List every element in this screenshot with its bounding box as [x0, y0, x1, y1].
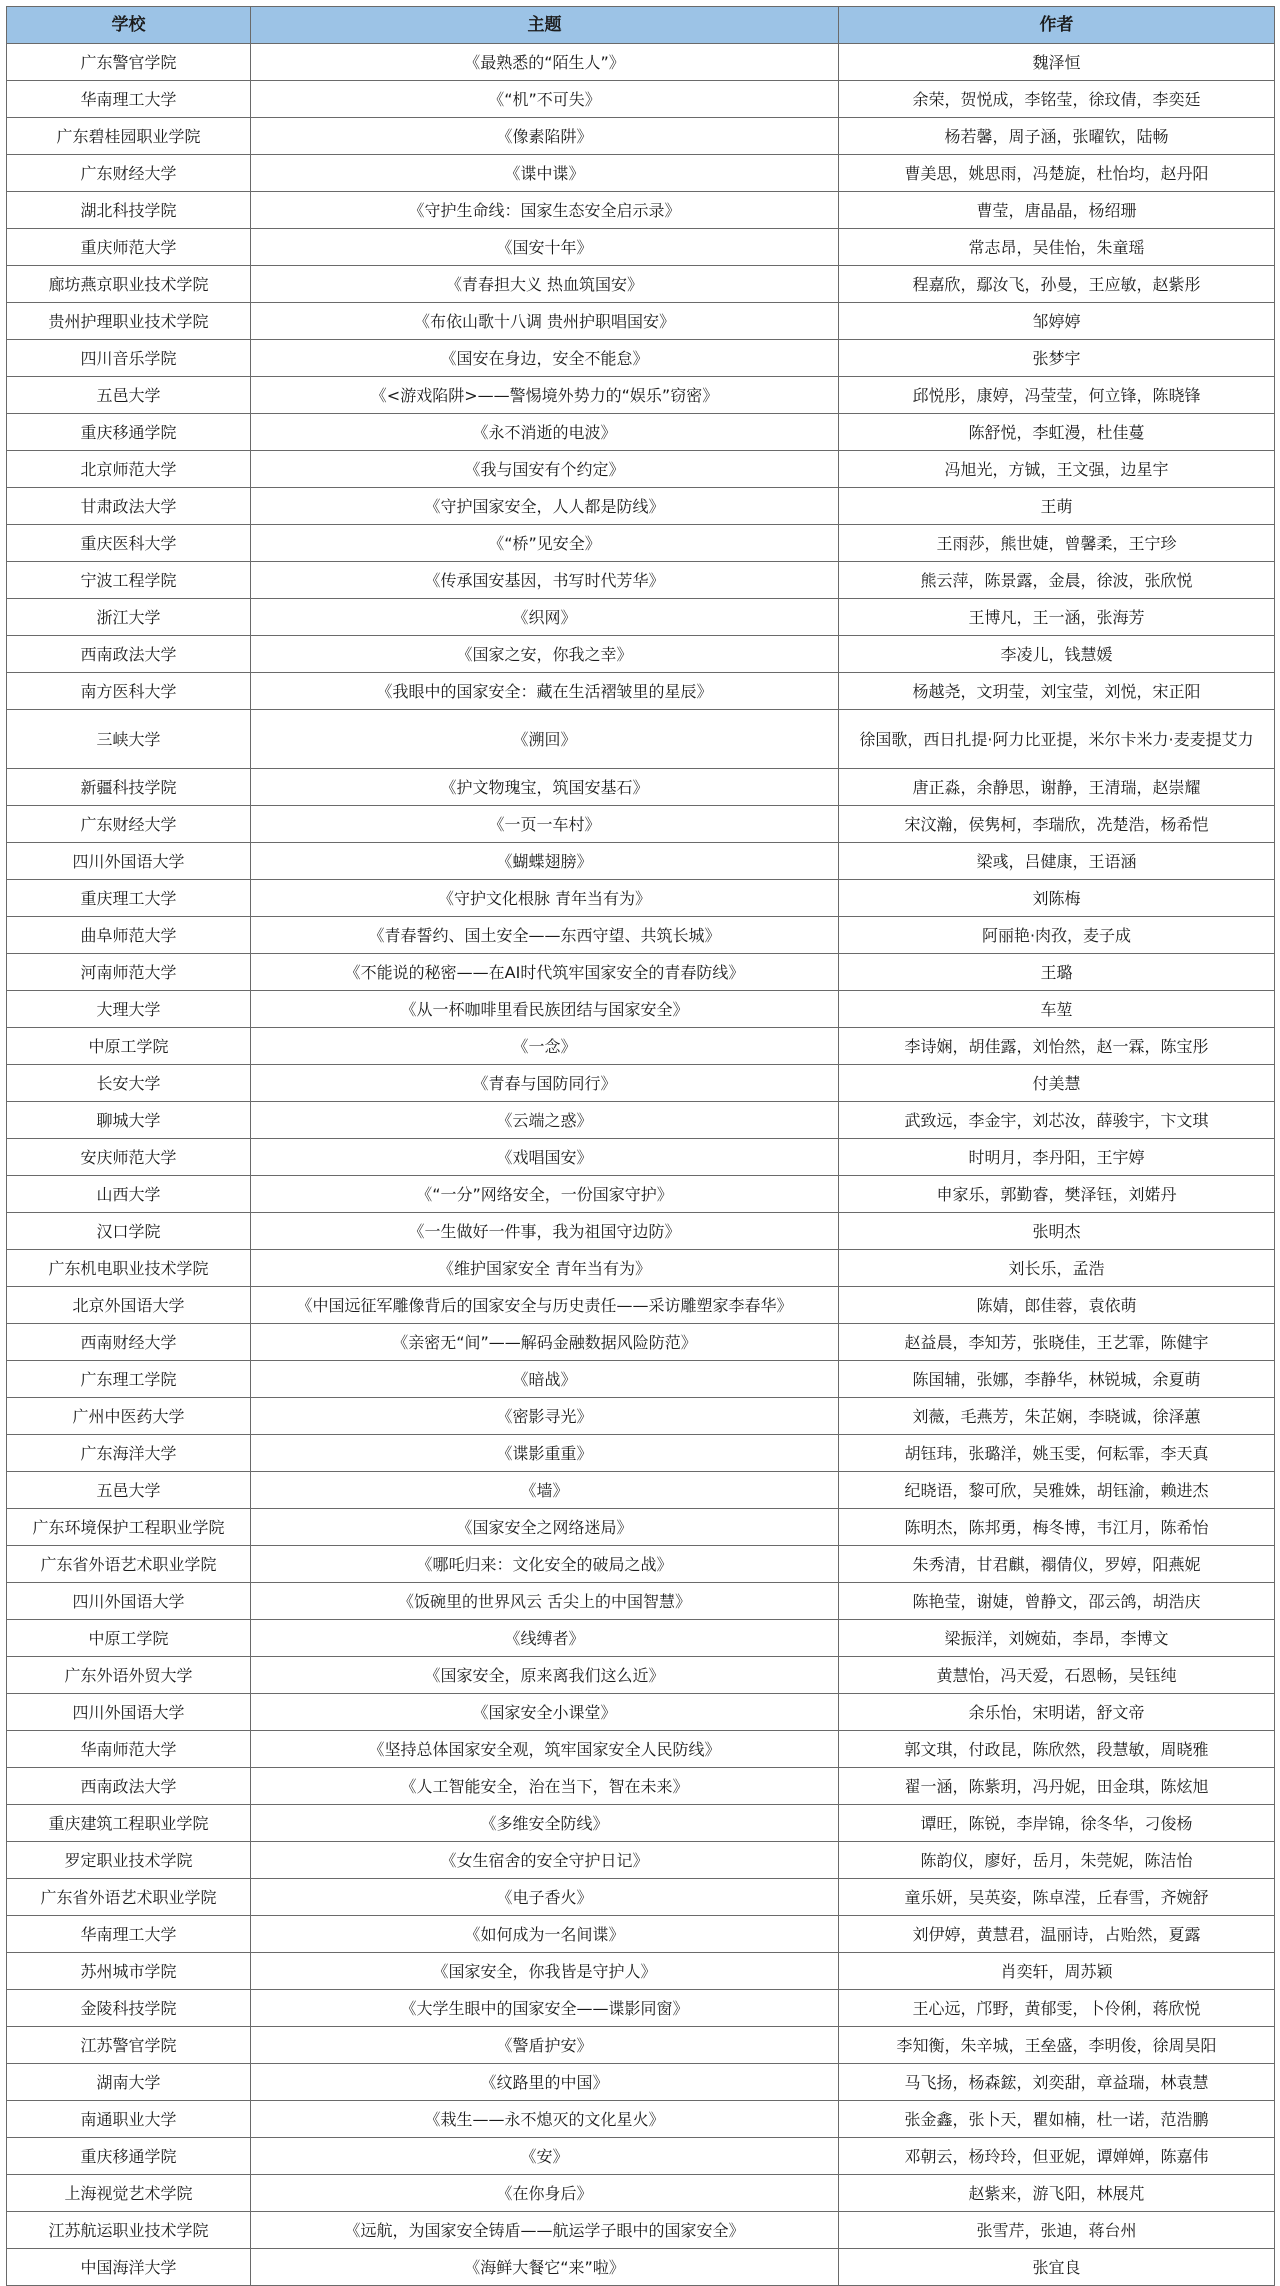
header-row [7, 7, 1275, 44]
school-cell: 北京师范大学 [7, 451, 251, 488]
school-cell: 广东财经大学 [7, 155, 251, 192]
theme-cell: 《永不消逝的电波》 [251, 414, 839, 451]
table-row [7, 880, 1275, 917]
school-cell: 甘肃政法大学 [7, 488, 251, 525]
table-row [7, 1805, 1275, 1842]
author-cell: 冯旭光，方铖，王文强，边星宇 [839, 451, 1275, 488]
table-row [7, 340, 1275, 377]
author-cell: 张梦宇 [839, 340, 1275, 377]
author-cell: 李凌儿，钱慧媛 [839, 636, 1275, 673]
author-cell: 李诗娴，胡佳露，刘怡然，赵一霖，陈宝彤 [839, 1028, 1275, 1065]
theme-cell: 《墙》 [251, 1472, 839, 1509]
school-cell: 西南财经大学 [7, 1324, 251, 1361]
author-cell: 车堃 [839, 991, 1275, 1028]
school-cell: 广东机电职业技术学院 [7, 1250, 251, 1287]
theme-cell: 《国家安全，原来离我们这么近》 [251, 1657, 839, 1694]
author-cell: 魏泽恒 [839, 44, 1275, 81]
table-row [7, 1028, 1275, 1065]
table-row [7, 954, 1275, 991]
theme-cell: 《谍中谍》 [251, 155, 839, 192]
school-cell: 广东财经大学 [7, 806, 251, 843]
theme-cell: 《一页一车村》 [251, 806, 839, 843]
author-cell: 陈舒悦，李虹漫，杜佳蔓 [839, 414, 1275, 451]
author-cell: 陈明杰，陈邦勇，梅冬博，韦江月，陈希怡 [839, 1509, 1275, 1546]
table-row [7, 2175, 1275, 2212]
table-row [7, 1435, 1275, 1472]
theme-cell: 《我与国安有个约定》 [251, 451, 839, 488]
author-cell: 陈艳莹，谢婕，曾静文，邵云鸽，胡浩庆 [839, 1583, 1275, 1620]
table-row [7, 1065, 1275, 1102]
school-cell: 广东海洋大学 [7, 1435, 251, 1472]
theme-cell: 《守护生命线：国家生态安全启示录》 [251, 192, 839, 229]
table-row [7, 1694, 1275, 1731]
school-cell: 金陵科技学院 [7, 1990, 251, 2027]
school-cell: 重庆移通学院 [7, 414, 251, 451]
theme-cell: 《哪吒归来：文化安全的破局之战》 [251, 1546, 839, 1583]
table-row [7, 806, 1275, 843]
school-cell: 广东省外语艺术职业学院 [7, 1546, 251, 1583]
table-row [7, 192, 1275, 229]
theme-cell: 《传承国安基因，书写时代芳华》 [251, 562, 839, 599]
theme-cell: 《谍影重重》 [251, 1435, 839, 1472]
table-row [7, 843, 1275, 880]
theme-cell: 《线缚者》 [251, 1620, 839, 1657]
author-cell: 邹婷婷 [839, 303, 1275, 340]
author-cell: 熊云萍，陈景露，金晨，徐波，张欣悦 [839, 562, 1275, 599]
theme-cell: 《国家安全小课堂》 [251, 1694, 839, 1731]
theme-cell: 《最熟悉的“陌生人”》 [251, 44, 839, 81]
table-row [7, 1398, 1275, 1435]
theme-cell: 《<游戏陷阱>——警惕境外势力的“娱乐”窃密》 [251, 377, 839, 414]
theme-cell: 《守护国家安全，人人都是防线》 [251, 488, 839, 525]
author-cell: 武致远，李金宇，刘芯汝，薛骏宇，卞文琪 [839, 1102, 1275, 1139]
school-cell: 重庆建筑工程职业学院 [7, 1805, 251, 1842]
theme-cell: 《一生做好一件事，我为祖国守边防》 [251, 1213, 839, 1250]
theme-cell: 《护文物瑰宝，筑国安基石》 [251, 769, 839, 806]
theme-cell: 《青春担大义 热血筑国安》 [251, 266, 839, 303]
school-cell: 四川音乐学院 [7, 340, 251, 377]
table-row [7, 2249, 1275, 2286]
table-row [7, 1361, 1275, 1398]
school-cell: 贵州护理职业技术学院 [7, 303, 251, 340]
author-cell: 赵紫来，游飞阳，林展芃 [839, 2175, 1275, 2212]
school-cell: 山西大学 [7, 1176, 251, 1213]
author-cell: 程嘉欣，鄢汝飞，孙曼，王应敏，赵紫彤 [839, 266, 1275, 303]
table-row [7, 2212, 1275, 2249]
header-school: 学校 [7, 7, 251, 44]
author-cell: 王雨莎，熊世婕，曾馨柔，王宁珍 [839, 525, 1275, 562]
school-cell: 五邑大学 [7, 377, 251, 414]
table-row [7, 562, 1275, 599]
theme-cell: 《暗战》 [251, 1361, 839, 1398]
awards-table [6, 6, 1275, 2286]
author-cell: 申家乐，郭勤睿，樊泽钰，刘婼丹 [839, 1176, 1275, 1213]
school-cell: 四川外国语大学 [7, 843, 251, 880]
theme-cell: 《密影寻光》 [251, 1398, 839, 1435]
author-cell: 阿丽艳·肉孜，麦子成 [839, 917, 1275, 954]
author-cell: 曹美思，姚思雨，冯楚旋，杜怡均，赵丹阳 [839, 155, 1275, 192]
table-row [7, 1879, 1275, 1916]
school-cell: 重庆医科大学 [7, 525, 251, 562]
author-cell: 付美慧 [839, 1065, 1275, 1102]
table-row [7, 44, 1275, 81]
theme-cell: 《警盾护安》 [251, 2027, 839, 2064]
theme-cell: 《电子香火》 [251, 1879, 839, 1916]
author-cell: 时明月，李丹阳，王宇婷 [839, 1139, 1275, 1176]
table-row [7, 1731, 1275, 1768]
theme-cell: 《远航，为国家安全铸盾——航运学子眼中的国家安全》 [251, 2212, 839, 2249]
school-cell: 罗定职业技术学院 [7, 1842, 251, 1879]
author-cell: 徐国歌，西日扎提·阿力比亚提，米尔卡米力·麦麦提艾力 [839, 710, 1275, 769]
table-row [7, 769, 1275, 806]
table-row [7, 2064, 1275, 2101]
school-cell: 广东外语外贸大学 [7, 1657, 251, 1694]
theme-cell: 《布依山歌十八调 贵州护职唱国安》 [251, 303, 839, 340]
theme-cell: 《守护文化根脉 青年当有为》 [251, 880, 839, 917]
school-cell: 长安大学 [7, 1065, 251, 1102]
theme-cell: 《安》 [251, 2138, 839, 2175]
table-row [7, 81, 1275, 118]
author-cell: 赵益晨，李知芳，张晓佳，王艺霏，陈健宇 [839, 1324, 1275, 1361]
table-row [7, 1990, 1275, 2027]
table-row [7, 1546, 1275, 1583]
school-cell: 廊坊燕京职业技术学院 [7, 266, 251, 303]
table-row [7, 451, 1275, 488]
author-cell: 刘陈梅 [839, 880, 1275, 917]
table-row [7, 710, 1275, 769]
author-cell: 张宜良 [839, 2249, 1275, 2286]
table-row [7, 1657, 1275, 1694]
theme-cell: 《云端之惑》 [251, 1102, 839, 1139]
school-cell: 广东警官学院 [7, 44, 251, 81]
table-row [7, 414, 1275, 451]
table-row [7, 377, 1275, 414]
school-cell: 广东理工学院 [7, 1361, 251, 1398]
author-cell: 胡钰玮，张璐洋，姚玉雯，何耘霏，李天真 [839, 1435, 1275, 1472]
school-cell: 苏州城市学院 [7, 1953, 251, 1990]
author-cell: 陈国辅，张娜，李静华，林锐城，余夏萌 [839, 1361, 1275, 1398]
school-cell: 曲阜师范大学 [7, 917, 251, 954]
table-header [7, 7, 1275, 44]
theme-cell: 《维护国家安全 青年当有为》 [251, 1250, 839, 1287]
theme-cell: 《国安在身边，安全不能怠》 [251, 340, 839, 377]
table-row [7, 1953, 1275, 1990]
author-cell: 梁彧，吕健康，王语涵 [839, 843, 1275, 880]
table-row [7, 1176, 1275, 1213]
table-row [7, 1509, 1275, 1546]
school-cell: 四川外国语大学 [7, 1694, 251, 1731]
table-row [7, 636, 1275, 673]
author-cell: 王萌 [839, 488, 1275, 525]
table-row [7, 1583, 1275, 1620]
theme-cell: 《海鲜大餐它“来”啦》 [251, 2249, 839, 2286]
theme-cell: 《像素陷阱》 [251, 118, 839, 155]
school-cell: 南通职业大学 [7, 2101, 251, 2138]
theme-cell: 《国家之安，你我之幸》 [251, 636, 839, 673]
author-cell: 刘伊婷，黄慧君，温丽诗，占贻然，夏露 [839, 1916, 1275, 1953]
table-row [7, 1324, 1275, 1361]
theme-cell: 《大学生眼中的国家安全——谍影同窗》 [251, 1990, 839, 2027]
author-cell: 纪晓语，黎可欣，吴雅姝，胡钰渝，赖进杰 [839, 1472, 1275, 1509]
school-cell: 华南理工大学 [7, 81, 251, 118]
school-cell: 重庆移通学院 [7, 2138, 251, 2175]
table-row [7, 1213, 1275, 1250]
table-row [7, 2027, 1275, 2064]
author-cell: 马飞扬，杨森鋐，刘奕甜，章益瑞，林袁慧 [839, 2064, 1275, 2101]
school-cell: 中国海洋大学 [7, 2249, 251, 2286]
author-cell: 余荣，贺悦成，李铭莹，徐玟倩，李奕廷 [839, 81, 1275, 118]
school-cell: 汉口学院 [7, 1213, 251, 1250]
school-cell: 新疆科技学院 [7, 769, 251, 806]
table-row [7, 1842, 1275, 1879]
author-cell: 刘长乐，孟浩 [839, 1250, 1275, 1287]
theme-cell: 《国家安全之网络迷局》 [251, 1509, 839, 1546]
table-row [7, 1768, 1275, 1805]
author-cell: 邓朝云，杨玲玲，但亚妮，谭婵婵，陈嘉伟 [839, 2138, 1275, 2175]
school-cell: 湖北科技学院 [7, 192, 251, 229]
school-cell: 宁波工程学院 [7, 562, 251, 599]
author-cell: 李知衡，朱辛城，王垒盛，李明俊，徐周昊阳 [839, 2027, 1275, 2064]
author-cell: 张明杰 [839, 1213, 1275, 1250]
theme-cell: 《不能说的秘密——在AI时代筑牢国家安全的青春防线》 [251, 954, 839, 991]
school-cell: 南方医科大学 [7, 673, 251, 710]
author-cell: 杨若馨，周子涵，张曜钦，陆畅 [839, 118, 1275, 155]
theme-cell: 《一念》 [251, 1028, 839, 1065]
author-cell: 肖奕轩，周苏颖 [839, 1953, 1275, 1990]
author-cell: 王璐 [839, 954, 1275, 991]
author-cell: 唐正淼，余静思，谢静，王清瑞，赵崇耀 [839, 769, 1275, 806]
author-cell: 常志昂，吴佳怡，朱童瑶 [839, 229, 1275, 266]
theme-cell: 《国安十年》 [251, 229, 839, 266]
author-cell: 张金鑫，张卜天，瞿如楠，杜一诺，范浩鹏 [839, 2101, 1275, 2138]
author-cell: 翟一涵，陈紫玥，冯丹妮，田金琪，陈炫旭 [839, 1768, 1275, 1805]
school-cell: 浙江大学 [7, 599, 251, 636]
table-row [7, 303, 1275, 340]
theme-cell: 《亲密无“间”——解码金融数据风险防范》 [251, 1324, 839, 1361]
theme-cell: 《戏唱国安》 [251, 1139, 839, 1176]
table-row [7, 1139, 1275, 1176]
author-cell: 梁振洋，刘婉茹，李昂，李博文 [839, 1620, 1275, 1657]
author-cell: 王心远，邝野，黄郁雯，卜伶俐，蒋欣悦 [839, 1990, 1275, 2027]
school-cell: 广州中医药大学 [7, 1398, 251, 1435]
author-cell: 杨越尧，文玥莹，刘宝莹，刘悦，宋正阳 [839, 673, 1275, 710]
school-cell: 广东环境保护工程职业学院 [7, 1509, 251, 1546]
header-theme: 主题 [251, 7, 839, 44]
table-row [7, 1916, 1275, 1953]
table-row [7, 1472, 1275, 1509]
table-row [7, 525, 1275, 562]
theme-cell: 《“机”不可失》 [251, 81, 839, 118]
theme-cell: 《饭碗里的世界风云 舌尖上的中国智慧》 [251, 1583, 839, 1620]
header-author: 作者 [839, 7, 1275, 44]
author-cell: 宋汶瀚，侯隽柯，李瑞欣，冼楚浩，杨希恺 [839, 806, 1275, 843]
school-cell: 安庆师范大学 [7, 1139, 251, 1176]
theme-cell: 《坚持总体国家安全观，筑牢国家安全人民防线》 [251, 1731, 839, 1768]
author-cell: 刘薇，毛燕芳，朱芷娴，李晓诚，徐泽蕙 [839, 1398, 1275, 1435]
theme-cell: 《织网》 [251, 599, 839, 636]
theme-cell: 《国家安全，你我皆是守护人》 [251, 1953, 839, 1990]
theme-cell: 《我眼中的国家安全：藏在生活褶皱里的星辰》 [251, 673, 839, 710]
table-row [7, 155, 1275, 192]
school-cell: 北京外国语大学 [7, 1287, 251, 1324]
table-row [7, 1250, 1275, 1287]
theme-cell: 《青春与国防同行》 [251, 1065, 839, 1102]
theme-cell: 《“一分”网络安全，一份国家守护》 [251, 1176, 839, 1213]
table-row [7, 599, 1275, 636]
school-cell: 中原工学院 [7, 1620, 251, 1657]
theme-cell: 《女生宿舍的安全守护日记》 [251, 1842, 839, 1879]
author-cell: 郭文琪，付政昆，陈欣然，段慧敏，周晓雅 [839, 1731, 1275, 1768]
theme-cell: 《“桥”见安全》 [251, 525, 839, 562]
theme-cell: 《蝴蝶翅膀》 [251, 843, 839, 880]
school-cell: 中原工学院 [7, 1028, 251, 1065]
table-row [7, 673, 1275, 710]
theme-cell: 《在你身后》 [251, 2175, 839, 2212]
author-cell: 曹莹，唐晶晶，杨绍珊 [839, 192, 1275, 229]
school-cell: 河南师范大学 [7, 954, 251, 991]
theme-cell: 《从一杯咖啡里看民族团结与国家安全》 [251, 991, 839, 1028]
theme-cell: 《中国远征军雕像背后的国家安全与历史责任——采访雕塑家李春华》 [251, 1287, 839, 1324]
author-cell: 邱悦彤，康婷，冯莹莹，何立锋，陈晓锋 [839, 377, 1275, 414]
table-body [7, 44, 1275, 2286]
author-cell: 黄慧怡，冯天爱，石恩畅，吴钰纯 [839, 1657, 1275, 1694]
table-row [7, 2138, 1275, 2175]
school-cell: 华南师范大学 [7, 1731, 251, 1768]
table-row [7, 1102, 1275, 1139]
author-cell: 陈婧，郎佳蓉，袁依萌 [839, 1287, 1275, 1324]
theme-cell: 《人工智能安全，治在当下，智在未来》 [251, 1768, 839, 1805]
theme-cell: 《栽生——永不熄灭的文化星火》 [251, 2101, 839, 2138]
table-row [7, 266, 1275, 303]
table-row [7, 991, 1275, 1028]
table-row [7, 1620, 1275, 1657]
school-cell: 西南政法大学 [7, 1768, 251, 1805]
theme-cell: 《青春誓约、国土安全——东西守望、共筑长城》 [251, 917, 839, 954]
school-cell: 江苏警官学院 [7, 2027, 251, 2064]
school-cell: 江苏航运职业技术学院 [7, 2212, 251, 2249]
school-cell: 重庆理工大学 [7, 880, 251, 917]
author-cell: 朱秀清，甘君麒，禤倩仪，罗婷，阳燕妮 [839, 1546, 1275, 1583]
school-cell: 湖南大学 [7, 2064, 251, 2101]
table-row [7, 1287, 1275, 1324]
school-cell: 广东碧桂园职业学院 [7, 118, 251, 155]
school-cell: 广东省外语艺术职业学院 [7, 1879, 251, 1916]
school-cell: 重庆师范大学 [7, 229, 251, 266]
theme-cell: 《多维安全防线》 [251, 1805, 839, 1842]
table-row [7, 488, 1275, 525]
table-row [7, 118, 1275, 155]
author-cell: 王博凡，王一涵，张海芳 [839, 599, 1275, 636]
author-cell: 余乐怡，宋明诺，舒文帝 [839, 1694, 1275, 1731]
author-cell: 张雪芹，张迪，蒋台州 [839, 2212, 1275, 2249]
theme-cell: 《如何成为一名间谍》 [251, 1916, 839, 1953]
school-cell: 聊城大学 [7, 1102, 251, 1139]
table-row [7, 229, 1275, 266]
school-cell: 大理大学 [7, 991, 251, 1028]
table-row [7, 917, 1275, 954]
school-cell: 华南理工大学 [7, 1916, 251, 1953]
school-cell: 西南政法大学 [7, 636, 251, 673]
author-cell: 童乐妍，吴英姿，陈卓滢，丘春雪，齐婉舒 [839, 1879, 1275, 1916]
theme-cell: 《溯回》 [251, 710, 839, 769]
theme-cell: 《纹路里的中国》 [251, 2064, 839, 2101]
school-cell: 四川外国语大学 [7, 1583, 251, 1620]
school-cell: 三峡大学 [7, 710, 251, 769]
table-row [7, 2101, 1275, 2138]
author-cell: 陈韵仪，廖好，岳月，朱莞妮，陈洁怡 [839, 1842, 1275, 1879]
school-cell: 上海视觉艺术学院 [7, 2175, 251, 2212]
author-cell: 谭旺，陈锐，李岸锦，徐冬华，刁俊杨 [839, 1805, 1275, 1842]
school-cell: 五邑大学 [7, 1472, 251, 1509]
